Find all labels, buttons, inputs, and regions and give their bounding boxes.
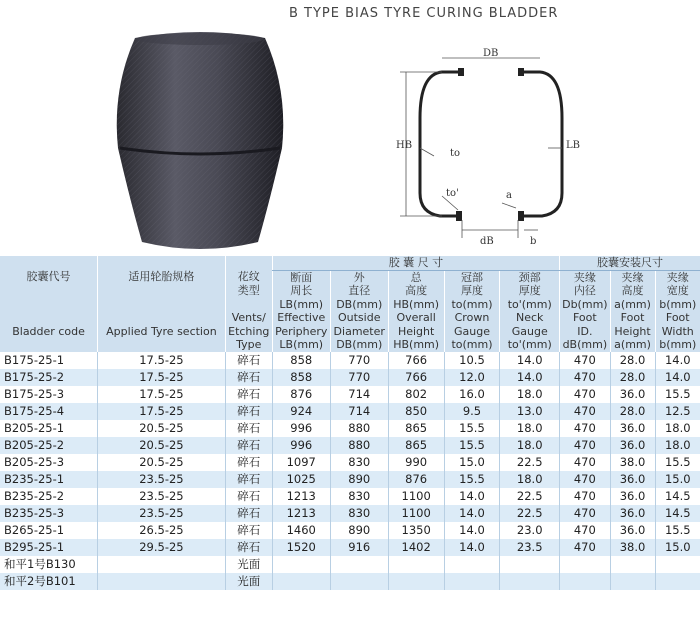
table-cell xyxy=(610,573,655,590)
diagram-label-db: DB xyxy=(483,48,499,59)
header-cn3: b(mm) xyxy=(655,298,700,312)
table-cell: 1402 xyxy=(388,539,444,556)
table-cell xyxy=(98,556,226,573)
table-cell: 23.5-25 xyxy=(98,471,226,488)
header-en1: Foot xyxy=(560,311,610,325)
header-en1: Effective xyxy=(272,311,330,325)
diagram-label-lb: LB xyxy=(566,140,580,151)
table-cell: 22.5 xyxy=(500,488,560,505)
table-cell: 光面 xyxy=(225,556,272,573)
table-cell: 碎石 xyxy=(225,403,272,420)
bladder-photo xyxy=(110,30,290,255)
table-cell xyxy=(655,556,700,573)
table-cell: 15.5 xyxy=(444,420,500,437)
header-cn2: 宽度 xyxy=(655,284,700,298)
header-cn2: 高度 xyxy=(388,284,444,298)
table-cell: 714 xyxy=(330,386,388,403)
header-cn3 xyxy=(225,298,272,312)
table-cell: 18.0 xyxy=(500,471,560,488)
header-cn1: 花纹 xyxy=(225,270,272,284)
header-cn2: 内径 xyxy=(560,284,610,298)
table-cell: 865 xyxy=(388,437,444,454)
bladder-code-cell: B175-25-3 xyxy=(0,386,98,403)
header-en1: Neck xyxy=(500,311,560,325)
header-cn3: to(mm) xyxy=(444,298,500,312)
table-cell: 1350 xyxy=(388,522,444,539)
table-cell: 1213 xyxy=(272,488,330,505)
diagram-label-a: a xyxy=(506,190,512,201)
table-cell: 14.0 xyxy=(444,488,500,505)
table-cell: 470 xyxy=(560,471,610,488)
table-cell: 1460 xyxy=(272,522,330,539)
bladder-code-cell: B175-25-1 xyxy=(0,352,98,369)
table-cell: 20.5-25 xyxy=(98,420,226,437)
header-en2: Etching xyxy=(225,325,272,339)
table-cell: 18.0 xyxy=(500,420,560,437)
table-cell: 碎石 xyxy=(225,539,272,556)
table-cell: 802 xyxy=(388,386,444,403)
diagram-label-db-lower: dB xyxy=(480,236,494,247)
table-cell xyxy=(272,556,330,573)
table-cell xyxy=(388,573,444,590)
table-cell: 36.0 xyxy=(610,437,655,454)
table-cell: 14.5 xyxy=(655,505,700,522)
bladder-code-cell: B205-25-2 xyxy=(0,437,98,454)
table-cell: 996 xyxy=(272,420,330,437)
table-row xyxy=(0,505,700,522)
table-cell: 996 xyxy=(272,437,330,454)
table-cell: 14.0 xyxy=(444,505,500,522)
header-en3: DB(mm) xyxy=(330,338,388,352)
table-cell: 17.5-25 xyxy=(98,403,226,420)
header-cn2: 厚度 xyxy=(444,284,500,298)
table-cell xyxy=(330,556,388,573)
table-cell: 22.5 xyxy=(500,454,560,471)
bladder-code-cell: B205-25-1 xyxy=(0,420,98,437)
header-cn1: 冠部 xyxy=(444,270,500,284)
table-cell: 830 xyxy=(330,488,388,505)
table-cell: 470 xyxy=(560,437,610,454)
header-cn2: 高度 xyxy=(610,284,655,298)
table-cell: 16.0 xyxy=(444,386,500,403)
table-cell: 23.5-25 xyxy=(98,488,226,505)
table-cell: 36.0 xyxy=(610,386,655,403)
table-cell: 770 xyxy=(330,369,388,386)
table-cell: 18.0 xyxy=(655,420,700,437)
table-cell: 880 xyxy=(330,420,388,437)
table-cell: 14.0 xyxy=(500,352,560,369)
spec-rows xyxy=(0,352,700,590)
table-cell: 14.0 xyxy=(655,369,700,386)
header-en2: Gauge xyxy=(500,325,560,339)
bladder-code-cell: B205-25-3 xyxy=(0,454,98,471)
bladder-code-cell: 和平1号B130 xyxy=(0,556,98,573)
header-en3: to(mm) xyxy=(444,338,500,352)
header-code-en: Bladder code xyxy=(0,325,98,339)
header-tyre-en: Applied Tyre section xyxy=(98,325,226,339)
diagram-label-hb: HB xyxy=(396,140,413,151)
header-en3: LB(mm) xyxy=(272,338,330,352)
table-cell: 28.0 xyxy=(610,369,655,386)
table-cell: 1025 xyxy=(272,471,330,488)
header-en1: Vents/ xyxy=(225,311,272,325)
table-cell: 15.5 xyxy=(655,386,700,403)
header-en3: b(mm) xyxy=(655,338,700,352)
table-cell: 15.0 xyxy=(655,539,700,556)
table-cell: 880 xyxy=(330,437,388,454)
diagram-label-to-prime: to' xyxy=(446,188,459,199)
table-row xyxy=(0,352,700,369)
table-cell: 470 xyxy=(560,369,610,386)
table-row xyxy=(0,437,700,454)
table-cell: 714 xyxy=(330,403,388,420)
header-en2: Height xyxy=(388,325,444,339)
table-cell: 36.0 xyxy=(610,522,655,539)
table-cell: 1097 xyxy=(272,454,330,471)
bladder-code-cell: B235-25-2 xyxy=(0,488,98,505)
table-cell: 916 xyxy=(330,539,388,556)
table-cell: 36.0 xyxy=(610,505,655,522)
table-cell: 9.5 xyxy=(444,403,500,420)
header-cn3: a(mm) xyxy=(610,298,655,312)
bladder-code-cell: B235-25-3 xyxy=(0,505,98,522)
table-cell: 38.0 xyxy=(610,539,655,556)
header-cn1: 夹缘 xyxy=(560,270,610,284)
header-group-install: 胶囊安装尺寸 xyxy=(560,256,700,270)
table-cell: 890 xyxy=(330,522,388,539)
table-cell xyxy=(500,573,560,590)
table-cell: 470 xyxy=(560,522,610,539)
header-cn2: 厚度 xyxy=(500,284,560,298)
table-cell: 876 xyxy=(388,471,444,488)
table-cell: 858 xyxy=(272,352,330,369)
table-cell: 18.0 xyxy=(500,386,560,403)
header-en2: Width xyxy=(655,325,700,339)
table-cell: 23.5 xyxy=(500,539,560,556)
table-cell xyxy=(98,573,226,590)
header-cn1: 外 xyxy=(330,270,388,284)
table-cell: 28.0 xyxy=(610,352,655,369)
table-cell: 15.5 xyxy=(655,454,700,471)
header-cn2: 直径 xyxy=(330,284,388,298)
header-en1: Outside xyxy=(330,311,388,325)
header-cn3-blank xyxy=(0,298,98,312)
header-cn2: 类型 xyxy=(225,284,272,298)
table-cell: 470 xyxy=(560,505,610,522)
table-row xyxy=(0,573,700,590)
header-en2: ID. xyxy=(560,325,610,339)
cross-section-diagram xyxy=(398,48,588,248)
table-cell: 1213 xyxy=(272,505,330,522)
table-row xyxy=(0,488,700,505)
table-cell: 990 xyxy=(388,454,444,471)
table-cell: 14.0 xyxy=(444,539,500,556)
table-row xyxy=(0,386,700,403)
bladder-code-cell: B175-25-4 xyxy=(0,403,98,420)
table-cell xyxy=(444,573,500,590)
table-cell: 858 xyxy=(272,369,330,386)
table-cell: 470 xyxy=(560,488,610,505)
table-cell: 38.0 xyxy=(610,454,655,471)
table-cell: 14.5 xyxy=(655,488,700,505)
table-cell xyxy=(388,556,444,573)
header-tyre-cn: 适用轮胎规格 xyxy=(98,256,226,298)
header-en3: to'(mm) xyxy=(500,338,560,352)
table-cell: 12.5 xyxy=(655,403,700,420)
table-cell: 1100 xyxy=(388,488,444,505)
bladder-code-cell: B265-25-1 xyxy=(0,522,98,539)
table-cell: 12.0 xyxy=(444,369,500,386)
table-cell: 766 xyxy=(388,369,444,386)
header-cn3: DB(mm) xyxy=(330,298,388,312)
header-cn2: 周长 xyxy=(272,284,330,298)
table-cell: 22.5 xyxy=(500,505,560,522)
table-row xyxy=(0,454,700,471)
table-cell: 23.0 xyxy=(500,522,560,539)
bladder-code-cell: 和平2号B101 xyxy=(0,573,98,590)
table-cell: 470 xyxy=(560,386,610,403)
table-cell: 碎石 xyxy=(225,420,272,437)
header-group-dims: 胶 囊 尺 寸 xyxy=(272,256,559,270)
table-cell: 碎石 xyxy=(225,522,272,539)
table-cell: 20.5-25 xyxy=(98,437,226,454)
header-en3: HB(mm) xyxy=(388,338,444,352)
table-cell: 850 xyxy=(388,403,444,420)
table-cell: 17.5-25 xyxy=(98,369,226,386)
table-cell: 碎石 xyxy=(225,488,272,505)
table-cell: 18.0 xyxy=(500,437,560,454)
table-cell: 36.0 xyxy=(610,488,655,505)
table-cell: 15.5 xyxy=(444,437,500,454)
header-cn3: to'(mm) xyxy=(500,298,560,312)
table-cell: 470 xyxy=(560,352,610,369)
header-en2: Periphery xyxy=(272,325,330,339)
header-cn1: 颈部 xyxy=(500,270,560,284)
table-cell: 830 xyxy=(330,454,388,471)
table-cell: 15.0 xyxy=(444,454,500,471)
table-cell: 碎石 xyxy=(225,352,272,369)
header-en2: Gauge xyxy=(444,325,500,339)
table-cell xyxy=(560,556,610,573)
table-cell xyxy=(560,573,610,590)
table-row xyxy=(0,403,700,420)
table-cell: 18.0 xyxy=(655,437,700,454)
table-cell: 865 xyxy=(388,420,444,437)
table-cell: 23.5-25 xyxy=(98,505,226,522)
table-cell: 1100 xyxy=(388,505,444,522)
diagram-label-b: b xyxy=(530,236,537,247)
table-cell xyxy=(272,573,330,590)
table-cell: 830 xyxy=(330,505,388,522)
table-cell xyxy=(500,556,560,573)
header-cn1: 总 xyxy=(388,270,444,284)
header-en3: Type xyxy=(225,338,272,352)
diagram-label-to: to xyxy=(450,148,461,159)
table-cell: 876 xyxy=(272,386,330,403)
table-row xyxy=(0,471,700,488)
table-cell: 1520 xyxy=(272,539,330,556)
table-row xyxy=(0,522,700,539)
header-cn1: 夹缘 xyxy=(610,270,655,284)
table-cell: 470 xyxy=(560,454,610,471)
table-cell: 28.0 xyxy=(610,403,655,420)
header-en1: Foot xyxy=(655,311,700,325)
header-cn1: 断面 xyxy=(272,270,330,284)
header-cn3: Db(mm) xyxy=(560,298,610,312)
header-en2: Height xyxy=(610,325,655,339)
header-en3: a(mm) xyxy=(610,338,655,352)
table-cell: 碎石 xyxy=(225,386,272,403)
table-cell: 15.5 xyxy=(655,522,700,539)
table-cell xyxy=(610,556,655,573)
table-cell: 15.5 xyxy=(444,471,500,488)
header-code-cn: 胶囊代号 xyxy=(0,256,98,298)
table-cell xyxy=(444,556,500,573)
table-cell: 碎石 xyxy=(225,369,272,386)
table-cell: 13.0 xyxy=(500,403,560,420)
table-cell: 14.0 xyxy=(655,352,700,369)
header-cn3: LB(mm) xyxy=(272,298,330,312)
table-cell: 碎石 xyxy=(225,471,272,488)
table-cell: 924 xyxy=(272,403,330,420)
header-cn1: 夹缘 xyxy=(655,270,700,284)
page-title: B TYPE BIAS TYRE CURING BLADDER xyxy=(289,6,559,21)
header-en1: Overall xyxy=(388,311,444,325)
table-cell xyxy=(330,573,388,590)
table-cell: 碎石 xyxy=(225,437,272,454)
table-cell: 470 xyxy=(560,539,610,556)
table-cell: 17.5-25 xyxy=(98,352,226,369)
header-en3: dB(mm) xyxy=(560,338,610,352)
table-cell: 20.5-25 xyxy=(98,454,226,471)
bladder-code-cell: B175-25-2 xyxy=(0,369,98,386)
table-cell: 470 xyxy=(560,420,610,437)
bladder-code-cell: B295-25-1 xyxy=(0,539,98,556)
table-cell: 26.5-25 xyxy=(98,522,226,539)
table-cell: 10.5 xyxy=(444,352,500,369)
table-cell: 770 xyxy=(330,352,388,369)
table-cell: 36.0 xyxy=(610,471,655,488)
table-cell: 光面 xyxy=(225,573,272,590)
table-row xyxy=(0,556,700,573)
table-cell: 36.0 xyxy=(610,420,655,437)
bladder-spec-table xyxy=(0,256,700,590)
table-cell: 15.0 xyxy=(655,471,700,488)
table-cell: 碎石 xyxy=(225,505,272,522)
header-en2: Diameter xyxy=(330,325,388,339)
table-cell: 470 xyxy=(560,403,610,420)
table-cell: 890 xyxy=(330,471,388,488)
table-cell: 14.0 xyxy=(500,369,560,386)
table-row xyxy=(0,369,700,386)
table-cell xyxy=(655,573,700,590)
table-row xyxy=(0,420,700,437)
table-cell: 碎石 xyxy=(225,454,272,471)
table-cell: 29.5-25 xyxy=(98,539,226,556)
header-en1: Foot xyxy=(610,311,655,325)
table-cell: 14.0 xyxy=(444,522,500,539)
table-row xyxy=(0,539,700,556)
header-cn3: HB(mm) xyxy=(388,298,444,312)
header-en1: Crown xyxy=(444,311,500,325)
table-cell: 766 xyxy=(388,352,444,369)
bladder-code-cell: B235-25-1 xyxy=(0,471,98,488)
table-cell: 17.5-25 xyxy=(98,386,226,403)
